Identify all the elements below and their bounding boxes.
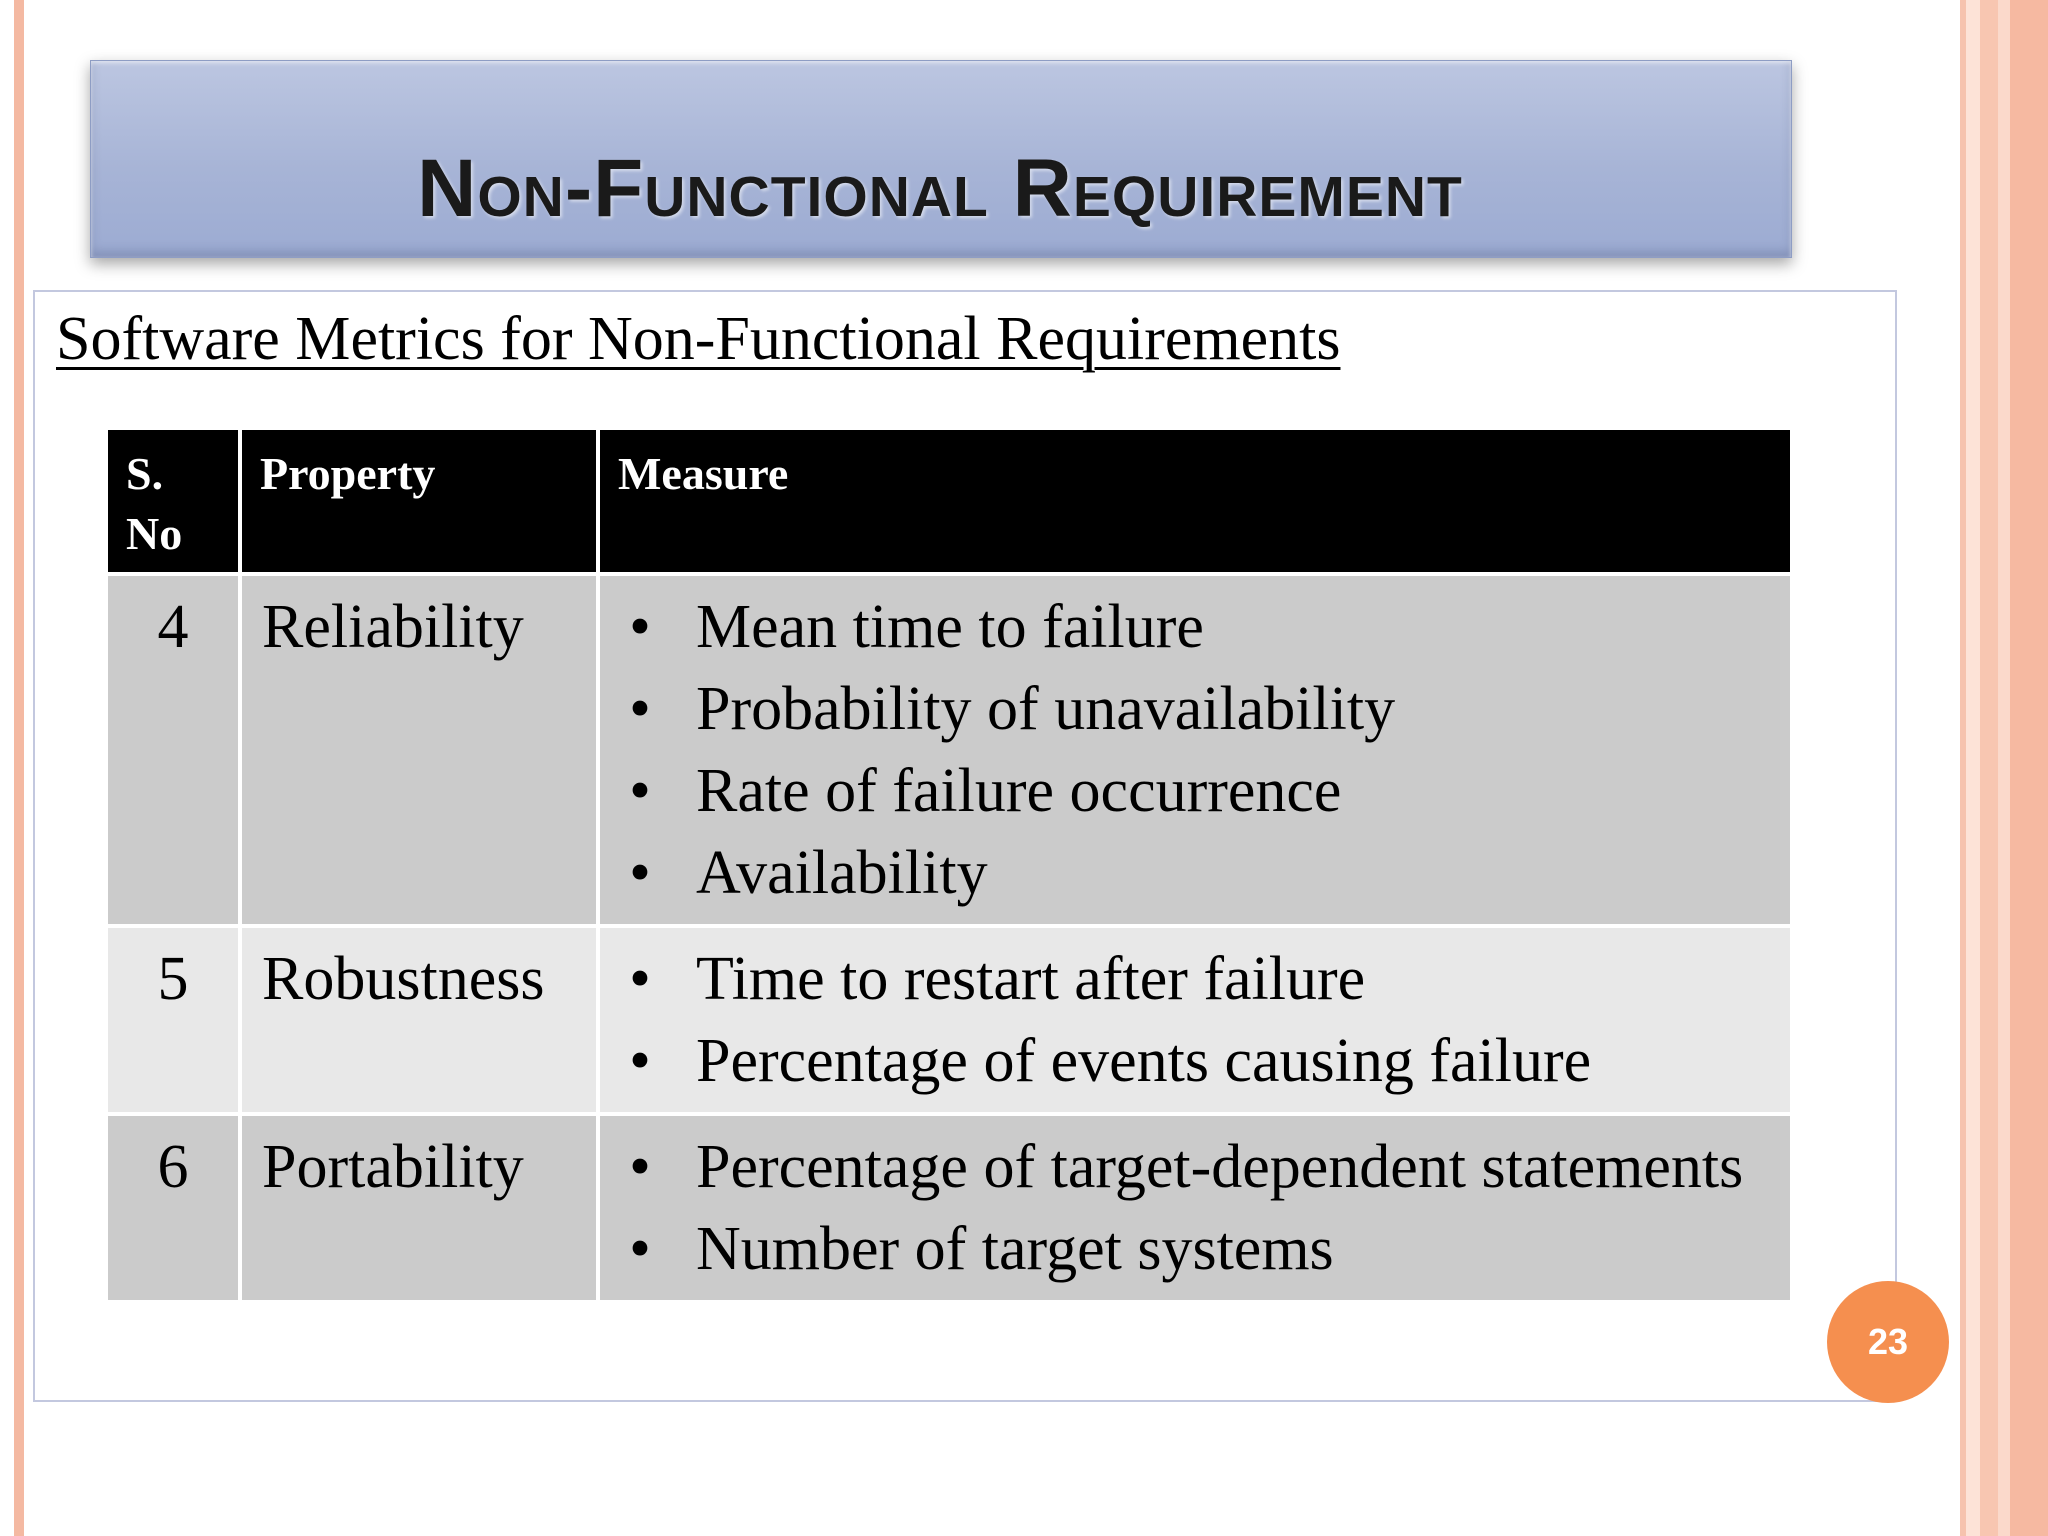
table-row bbox=[106, 574, 1792, 926]
measure-list bbox=[620, 938, 1772, 1102]
bullet-icon: • bbox=[629, 839, 651, 907]
row-property: Portability bbox=[240, 1114, 598, 1302]
right-accent-stripe bbox=[1966, 0, 1980, 1536]
measure-text: Percentage of target-dependent statements bbox=[696, 1133, 1744, 1201]
bullet-icon: • bbox=[629, 1215, 651, 1283]
header-property: Property bbox=[240, 428, 598, 574]
slide-subtitle: Software Metrics for Non-Functional Requirements bbox=[56, 305, 1341, 373]
row-measures bbox=[598, 1114, 1792, 1302]
row-property: Reliability bbox=[240, 574, 598, 926]
measure-text: Percentage of events causing failure bbox=[696, 1027, 1592, 1095]
left-accent-line bbox=[14, 0, 24, 1536]
measure-list bbox=[620, 586, 1772, 914]
measure-item bbox=[620, 668, 1772, 750]
metrics-table bbox=[104, 426, 1794, 1304]
measure-item bbox=[620, 586, 1772, 668]
header-measure: Measure bbox=[598, 428, 1792, 574]
row-measures bbox=[598, 574, 1792, 926]
bullet-icon: • bbox=[629, 593, 651, 661]
measure-text: Mean time to failure bbox=[696, 593, 1204, 661]
measure-item bbox=[620, 1020, 1772, 1102]
row-sno: 5 bbox=[106, 926, 240, 1114]
page-number-badge: 23 bbox=[1827, 1281, 1949, 1403]
measure-item bbox=[620, 750, 1772, 832]
bullet-icon: • bbox=[629, 1027, 651, 1095]
measure-text: Rate of failure occurrence bbox=[696, 757, 1342, 825]
header-sno-line1: S. bbox=[126, 448, 164, 499]
measure-item bbox=[620, 1208, 1772, 1290]
table-row bbox=[106, 1114, 1792, 1302]
row-sno: 4 bbox=[106, 574, 240, 926]
row-property: Robustness bbox=[240, 926, 598, 1114]
header-sno-line2: No bbox=[126, 508, 183, 559]
measure-item bbox=[620, 832, 1772, 914]
measure-item bbox=[620, 938, 1772, 1020]
row-measures bbox=[598, 926, 1792, 1114]
header-sno bbox=[106, 428, 240, 574]
right-accent-stripe bbox=[1998, 0, 2010, 1536]
measure-text: Availability bbox=[696, 839, 988, 907]
slide-title: Non-Functional Requirement bbox=[417, 143, 1463, 234]
right-accent-stripe bbox=[2010, 0, 2048, 1536]
right-accent-stripe bbox=[1980, 0, 1998, 1536]
measure-list bbox=[620, 1126, 1772, 1290]
measure-item bbox=[620, 1126, 1772, 1208]
measure-text: Number of target systems bbox=[696, 1215, 1334, 1283]
row-sno: 6 bbox=[106, 1114, 240, 1302]
bullet-icon: • bbox=[629, 945, 651, 1013]
table-row bbox=[106, 926, 1792, 1114]
measure-text: Time to restart after failure bbox=[696, 945, 1366, 1013]
bullet-icon: • bbox=[629, 675, 651, 743]
measure-text: Probability of unavailability bbox=[696, 675, 1396, 743]
table-header-row bbox=[106, 428, 1792, 574]
bullet-icon: • bbox=[629, 757, 651, 825]
bullet-icon: • bbox=[629, 1133, 651, 1201]
